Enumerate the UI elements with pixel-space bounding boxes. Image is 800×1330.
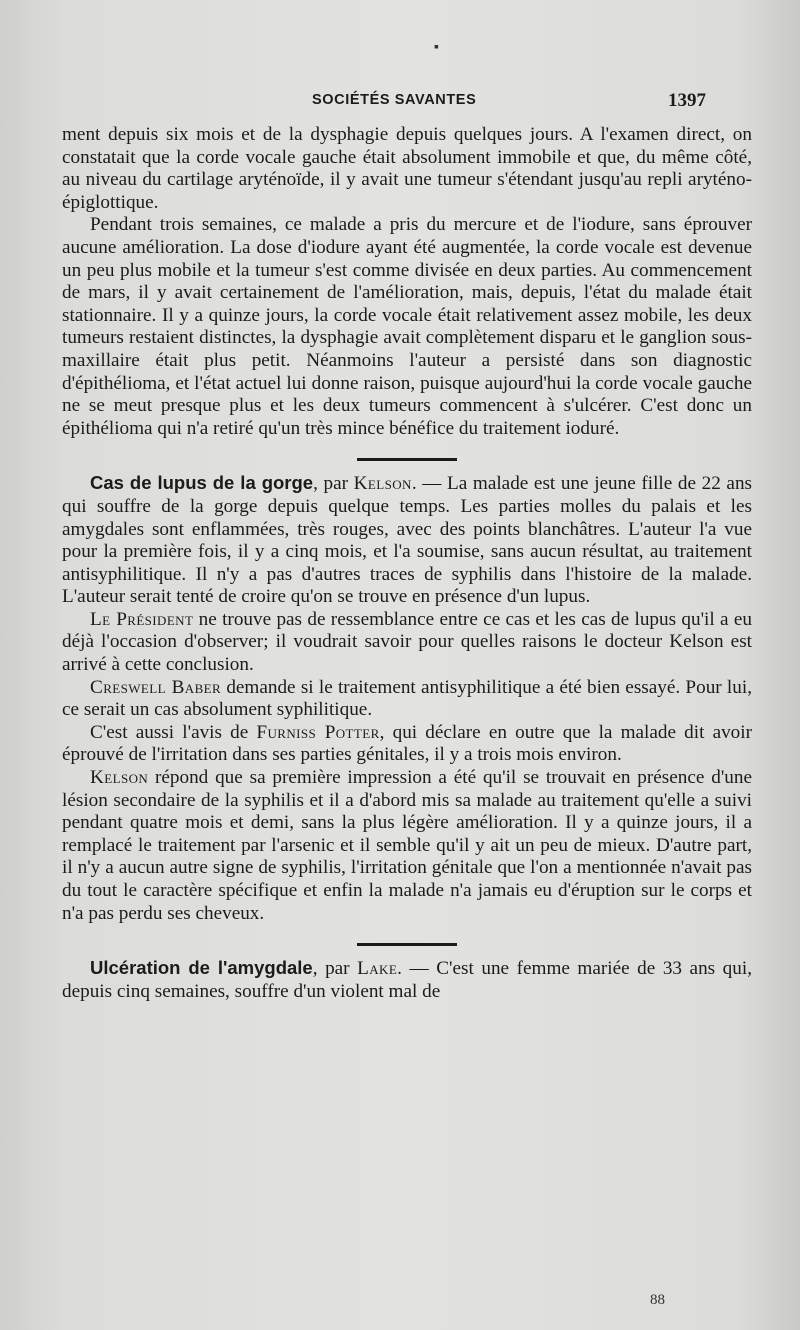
section-divider-2 xyxy=(357,943,457,946)
speaker-potter: Furniss Potter xyxy=(256,721,380,743)
section-lupus-author: Kelson xyxy=(353,473,412,495)
running-head xyxy=(0,90,800,114)
speaker-president: Le Président xyxy=(90,608,194,630)
folio-number: 88 xyxy=(650,1292,665,1308)
section-divider-1 xyxy=(357,458,457,461)
baber-text: demande si le traitement antisyphilitique a été bien essayé. Pour lui, ce serait un cas absolument syphilitique. xyxy=(62,676,752,721)
section-amygdale-intro xyxy=(62,957,752,1003)
section-amygdale-text: . — C'est une femme mariée de 33 ans qui, depuis cinq semaines, souffre d'un violent mal de xyxy=(62,958,752,1002)
section-amygdale-by: , par xyxy=(312,958,358,980)
paragraph-baber xyxy=(62,677,752,722)
paragraph-treatment: Pendant trois semaines, ce malade a pris du mercure et de l'iodure, sans éprouver aucune amélioration. La dose d'iodure ayant été augmentée, la corde vocale est devenue un peu plus mobile et la tumeur s'est comme divisée en deux parties. Au commencement de mars, il y avait certainement de l'amélioration, mais, depuis, l'état du malade était stationnaire. Il y a quinze jours, la corde vocale était relativement assez mobile, les deux tumeurs restaient distinctes, la dysphagie avait complètement disparu et le ganglion sous-maxillaire était plus petit. Néanmoins l'auteur a persisté dans son diagnostic d'épithélioma, et l'état actuel lui donne raison, puisque aujourd'hui la corde vocale gauche ne se meut presque plus et les deux tumeurs commencent à s'ulcérer. C'est donc un épithélioma qui n'a retiré qu'un très mince bénéfice du traitement ioduré. xyxy=(62,214,752,439)
paragraph-kelson xyxy=(62,767,752,925)
kelson-text: répond que sa première impression a été qu'il se trouvait en présence d'une lésion secondaire de la syphilis et il a d'abord mis sa malade au traitement qu'elle a suivi pendant quatre mois et demi, sans la plus légère amélioration. Il y a quinze jours, il a remplacé le traitement par l'arsenic et il semble qu'il y ait un peu de mieux. D'autre part, il n'y a aucun autre signe de syphilis, l'irritation génitale que l'on a mentionnée n'avait pas du tout le caractère spécifique et enfin la malade n'a jamais eu d'éruption sur le corps et n'a pas perdu ses cheveux. xyxy=(62,767,752,924)
running-title: SOCIÉTÉS SAVANTES xyxy=(312,92,477,108)
section-lupus-intro xyxy=(62,472,752,609)
body-text xyxy=(62,124,752,1003)
section-lupus-title: Cas de lupus de la gorge xyxy=(90,472,314,494)
section-lupus-text: . — La malade est une jeune fille de 22 ans qui souffre de la gorge depuis quelque temps. Les parties molles du palais et les amygdales sont enflammées, très rouges, avec des points blanchâtres. L'auteur l'a vue pour la première fois, il y a cinq mois, et l'a soumise, sans aucun résultat, au traitement antisyphilitique. Il n'y a pas d'autres traces de syphilis dans l'histoire de la malade. L'auteur serait tenté de croire qu'on se trouve en présence d'un lupus. xyxy=(62,473,753,608)
potter-text: , qui déclare en outre que la malade dit avoir éprouvé de l'irritation dans ses parties génitales, il y a trois mois environ. xyxy=(62,721,753,766)
speaker-baber: Creswell Baber xyxy=(90,676,222,698)
section-amygdale-title: Ulcération de l'amygdale xyxy=(90,957,313,979)
speaker-kelson: Kelson xyxy=(90,767,149,789)
paragraph-potter xyxy=(62,722,752,767)
page-number: 1397 xyxy=(668,90,706,111)
section-lupus-by: , par xyxy=(313,473,354,495)
potter-pre: C'est aussi l'avis de xyxy=(90,721,257,743)
president-text: ne trouve pas de ressemblance entre ce cas et les cas de lupus qu'il a eu déjà l'occasion d'observer; il voudrait savoir pour quelles raisons le docteur Kelson est arrivé à cette conclusion. xyxy=(62,608,753,676)
paragraph-continued: ment depuis six mois et de la dysphagie depuis quelques jours. A l'examen direct, on constatait que la corde vocale gauche était absolument immobile et que, du même côté, au niveau du cartilage aryténoïde, il y avait une tumeur s'étendant jusqu'au repli aryténo-épiglottique. xyxy=(62,124,752,213)
paragraph-president xyxy=(62,609,752,677)
header-mark: ▪ xyxy=(434,40,439,55)
section-amygdale-author: Lake xyxy=(357,958,398,980)
